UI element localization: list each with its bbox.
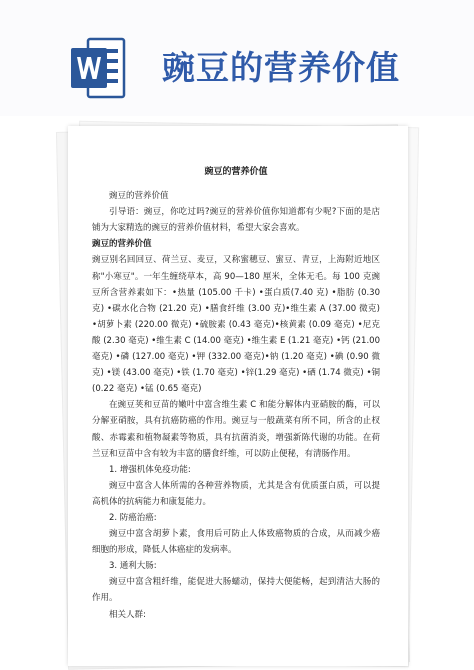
page-title: 豌豆的营养价值 — [162, 48, 400, 87]
paragraph: 在豌豆荚和豆苗的嫩叶中富含维生素 C 和能分解体内亚硝胺的酶，可以分解亚硝胺，具有抗癌防癌的作用。豌豆与一般蔬菜有所不同，所含的止杈酸、赤霉素和植物凝素等物质，具有抗菌消炎，增强新陈代谢的功能。在荷兰豆和豆苗中含有较为丰富的膳食纤维，可以防止便秘，有清肠作用。 — [92, 400, 380, 459]
paragraph: 3. 通利大肠: — [109, 561, 157, 572]
word-document-icon — [70, 37, 126, 99]
paragraph: 豌豆中富含人体所需的各种营养物质，尤其是含有优质蛋白质，可以提高机体的抗病能力和康复能力。 — [92, 480, 380, 507]
header-banner — [0, 0, 474, 116]
paragraph: 豌豆别名回回豆、荷兰豆、麦豆，又称蜜穗豆、蜜豆、青豆，上海附近地区称"小寒豆"。一年生缠绕草本，高 90—180 厘米，全体无毛。每 100 克豌豆所含营养素如下：•热量 (105.00 千卡) •蛋白质(7.40 克) •脂肪 (0.30 克) •碳水化合物 (21.20 克) •膳食纤维 (3.00 克)•维生素 A (37.00 微克) •胡萝卜素 (220.00 微克) •硫胺素 (0.43 毫克)•核黄素 (0.09 毫克) •尼克酸 (2.30 毫克) •维生素 C (14.00 毫克) •维生素 E (1.21 毫克) •钙 (21.00 毫克) •磷 (127.00 毫克) •钾 (332.00 毫克)•钠 (1.20 毫克) •碘 (0.90 微克) •镁 (43.00 毫克) •铁 (1.70 毫克) •锌(1.29 毫克) •硒 (1.74 微克) •铜 (0.22 毫克) •锰 (0.65 毫克) — [92, 255, 380, 395]
document-page — [68, 126, 408, 666]
section-heading: 豌豆的营养价值 — [92, 239, 152, 250]
paragraph: 豌豆的营养价值 — [109, 191, 169, 202]
paragraph: 2. 防癌治癌: — [109, 512, 157, 523]
paragraph: 豌豆中富含粗纤维，能促进大肠蠕动，保持大便能畅，起到清洁大肠的作用。 — [92, 577, 380, 604]
paragraph: 相关人群: — [109, 609, 146, 620]
paragraph: 引导语：豌豆，你吃过吗?豌豆的营养价值你知道都有少呢?下面的是店铺为大家精选的豌豆的营养价值材料，希望大家会喜欢。 — [92, 207, 380, 234]
document-title: 豌豆的营养价值 — [204, 167, 268, 177]
document-body — [92, 164, 380, 623]
paragraph-list — [92, 188, 380, 623]
paragraph: 1. 增强机体免疫功能: — [109, 464, 191, 475]
paragraph: 豌豆中富含胡萝卜素，食用后可防止人体致癌物质的合成，从而减少癌细胞的形成，降低人体癌症的发病率。 — [92, 529, 380, 556]
